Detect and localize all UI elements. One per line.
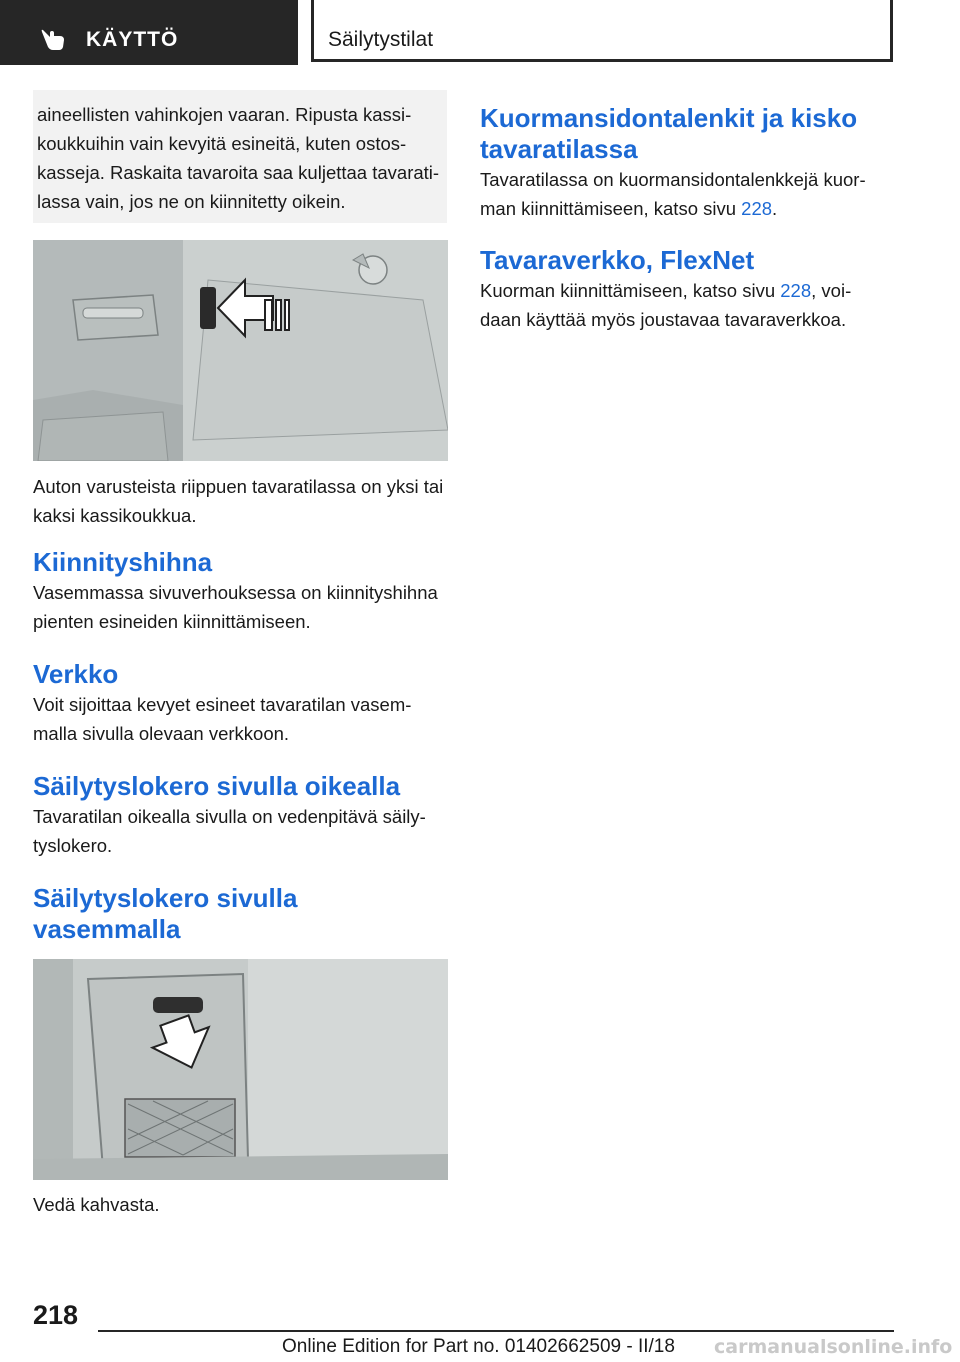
figure-bag-hook xyxy=(33,240,448,461)
pointing-hand-icon xyxy=(40,24,68,52)
bag-hook-illustration xyxy=(33,240,448,461)
caption-pull: Vedä kahvasta. xyxy=(33,1194,160,1215)
edition-line: Online Edition for Part no. 01402662509 - II/18 xyxy=(282,1336,675,1357)
section-flexnet xyxy=(480,245,880,334)
warning-notice xyxy=(33,90,447,223)
heading-flexnet: Tavaraverkko, FlexNet xyxy=(480,245,755,275)
section-net xyxy=(33,659,448,748)
page-link-228[interactable]: 228 xyxy=(780,280,812,301)
caption-pull-block xyxy=(33,1190,448,1219)
chapter-title-box xyxy=(311,0,893,62)
section-lashing-eyes xyxy=(480,103,880,223)
section-storage-left xyxy=(33,883,363,945)
text-flexnet: Kuorman kiinnittämiseen, katso sivu 228, voidaan käyttää myös joustavaa tavaraverkkoa. xyxy=(480,280,852,330)
text-net: Voit sijoittaa kevyet esineet tavaratilan vasemmalla sivulla olevaan verkkoon. xyxy=(33,694,412,744)
heading-net: Verkko xyxy=(33,659,119,689)
section-strap xyxy=(33,547,448,636)
heading-storage-left: Säilytyslokero sivulla vasemmalla xyxy=(33,883,298,944)
warning-text: aineellisten vahinkojen vaaran. Ripusta kassikoukkuihin vain kevyitä esineitä, kuten ostoskasseja. Raskaita tavaroita saa kuljettaa tavaratilassa vain, jos ne on kiinnitetty oikein. xyxy=(37,104,440,212)
footer-divider xyxy=(98,1330,894,1332)
section-label: KÄYTTÖ xyxy=(86,28,179,51)
heading-lashing-eyes: Kuormansidontalenkit ja kisko tavaratilassa xyxy=(480,103,858,164)
caption-bag-hooks: Auton varusteista riippuen tavaratilassa on yksi tai kaksi kassikoukkua. xyxy=(33,476,444,526)
section-tab xyxy=(0,0,298,65)
chapter-title: Säilytystilat xyxy=(328,28,434,51)
text-storage-right: Tavaratilan oikealla sivulla on vedenpitävä säilytyslokero. xyxy=(33,806,426,856)
heading-storage-right: Säilytyslokero sivulla oikealla xyxy=(33,771,401,801)
page-link-228[interactable]: 228 xyxy=(741,198,773,219)
heading-strap: Kiinnityshihna xyxy=(33,547,213,577)
text-strap: Vasemmassa sivuverhouksessa on kiinnityshihna pienten esineiden kiinnittämiseen. xyxy=(33,582,438,632)
text-lashing-eyes: Tavaratilassa on kuormansidontalenkkejä kuorman kiinnittämiseen, katso sivu 228. xyxy=(480,169,866,219)
section-storage-right xyxy=(33,771,448,860)
watermark: carmanualsonline.info xyxy=(714,1336,953,1358)
left-column xyxy=(33,472,448,530)
page-number: 218 xyxy=(33,1300,79,1330)
storage-compartment-illustration xyxy=(33,959,448,1180)
figure-storage-left xyxy=(33,959,448,1180)
